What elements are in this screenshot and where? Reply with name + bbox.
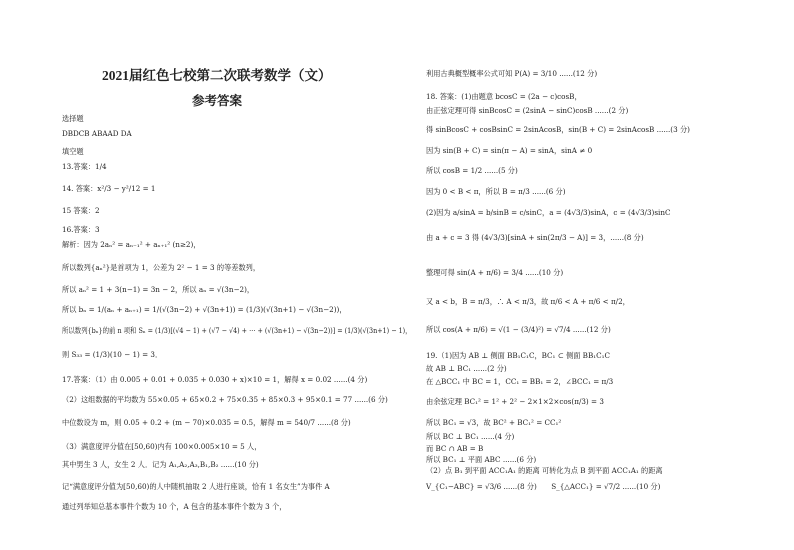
left-text-line: 所以数列{bₙ}的前 n 项和 Sₙ = (1/3)[(√4 − 1) + (√7 − √4) + ⋯ + (√(3n+1) − √(3n−2))] = (1/3)(√(3n+1) − 1)， <box>62 326 412 335</box>
left-text-line: 其中男生 3 人，女生 2 人．记为 A₁,A₂,A₃,B₁,B₂ ......(10 分) <box>62 460 259 469</box>
left-text-line: 17.答案：（1）由 0.005 + 0.01 + 0.035 + 0.030 + x)×10 = 1，解得 x = 0.02 ......(4 分) <box>62 375 368 384</box>
right-text-line: (2)因为 a/sinA = b/sinB = c/sinC，a = (4√3/3)sinA，c = (4√3/3)sinC <box>426 208 671 217</box>
left-text-line: 选择题 <box>62 114 84 123</box>
left-text-line: 通过列举知总基本事件个数为 10 个，A 包含的基本事件个数为 3 个， <box>62 502 287 511</box>
right-text-line: 得 sinBcosC + cosBsinC = 2sinAcosB，sin(B + C) = 2sinAcosB ......(3 分) <box>426 125 690 134</box>
right-text-line: 所以 cos(A + π/6) = √(1 − (3/4)²) = √7/4 ......(12 分) <box>426 325 611 334</box>
left-text-line: 所以 aₙ² = 1 + 3(n−1) = 3n − 2，所以 aₙ = √(3n−2)， <box>62 285 255 294</box>
left-text-line: 所以数列{aₙ²}是首项为 1，公差为 2² − 1 = 3 的等差数列， <box>62 263 261 272</box>
right-text-line: 在 △BCC₁ 中 BC = 1，CC₁ = BB₁ = 2，∠BCC₁ = π/3 <box>426 377 614 386</box>
left-text-line: （3）满意度评分值在[50,60)内有 100×0.005×10 = 5 人， <box>62 442 262 451</box>
left-text-line: 记“满意度评分值为[50,60)的人中随机抽取 2 人进行座谈，恰有 1 名女生”为事件 A <box>62 482 330 491</box>
right-text-line: 由余弦定理 BC₁² = 1² + 2² − 2×1×2×cos(π/3) = 3 <box>426 397 604 406</box>
right-text-line: 而 BC ∩ AB = B <box>426 444 484 453</box>
left-text-line: 中位数设为 m，则 0.05 + 0.2 + (m − 70)×0.035 = 0.5，解得 m = 540/7 ......(8 分) <box>62 418 351 427</box>
left-text-line: DBDCB ABAAD DA <box>62 129 132 138</box>
right-text-line: 19.（1)因为 AB ⊥ 侧面 BB₁C₁C，BC₁ ⊂ 侧面 BB₁C₁C <box>426 351 611 360</box>
left-text-line: 所以 bₙ = 1/(aₙ + aₙ₊₁) = 1/(√(3n−2) + √(3n+1)) = (1/3)(√(3n+1) − √(3n−2))， <box>62 305 347 314</box>
right-text-line: 所以 BC₁ = √3，故 BC² + BC₁² = CC₁² <box>426 418 562 427</box>
left-text-line: 14. 答案：x²/3 − y²/12 = 1 <box>62 184 156 193</box>
right-text-line: V_{C₁−ABC} = √3/6 ......(8 分) S_{△ACC₁} = √7/2 ......(10 分) <box>426 482 661 491</box>
right-text-line: 18. 答案：(1)由题意 bcosC = (2a − c)cosB， <box>426 92 582 101</box>
right-text-line: 所以 BC₁ ⊥ 平面 ABC ......(6 分) <box>426 455 537 464</box>
right-text-line: 整理可得 sin(A + π/6) = 3/4 ......(10 分) <box>426 268 564 277</box>
left-text-line: 16.答案：3 <box>62 225 100 234</box>
right-text-line: 因为 0 < B < π，所以 B = π/3 ......(6 分) <box>426 187 566 196</box>
right-text-line: 又 a < b，B = π/3，∴ A < π/3，故 π/6 < A + π/6 < π/2， <box>426 297 630 306</box>
left-text-line: 解析：因为 2aₙ² = aₙ₋₁² + aₙ₊₁² (n≥2)， <box>62 240 201 249</box>
document-title: 2021届红色七校第二次联考数学（文） <box>102 68 332 83</box>
right-text-line: 所以 BC ⊥ BC₁ ......(4 分) <box>426 432 515 441</box>
left-text-line: 13.答案：1/4 <box>62 162 107 171</box>
left-text-line: 15 答案：2 <box>62 206 100 215</box>
right-text-line: （2）点 B₁ 到平面 ACC₁A₁ 的距离 可转化为点 B 到平面 ACC₁A₁ 的距离 <box>426 466 663 475</box>
right-text-line: 由 a + c = 3 得 (4√3/3)[sinA + sin(2π/3 − A)] = 3，......(8 分) <box>426 233 644 242</box>
right-text-line: 由正弦定理可得 sinBcosC = (2sinA − sinC)cosB ......(2 分) <box>426 106 629 115</box>
right-text-line: 利用古典概型概率公式可知 P(A) = 3/10 ......(12 分) <box>426 69 598 78</box>
right-text-line: 因为 sin(B + C) = sin(π − A) = sinA，sinA ≠ 0 <box>426 146 593 155</box>
left-text-line: 填空题 <box>62 147 84 156</box>
left-text-line: （2）这组数据的平均数为 55×0.05 + 65×0.2 + 75×0.35 + 85×0.3 + 95×0.1 = 77 ......(6 分) <box>62 395 388 404</box>
left-text-line: 则 S₃₃ = (1/3)(10 − 1) = 3． <box>62 350 163 359</box>
right-text-line: 所以 cosB = 1/2 ......(5 分) <box>426 166 518 175</box>
document-subtitle: 参考答案 <box>192 94 243 108</box>
right-text-line: 故 AB ⊥ BC₁ ......(2 分) <box>426 364 507 373</box>
